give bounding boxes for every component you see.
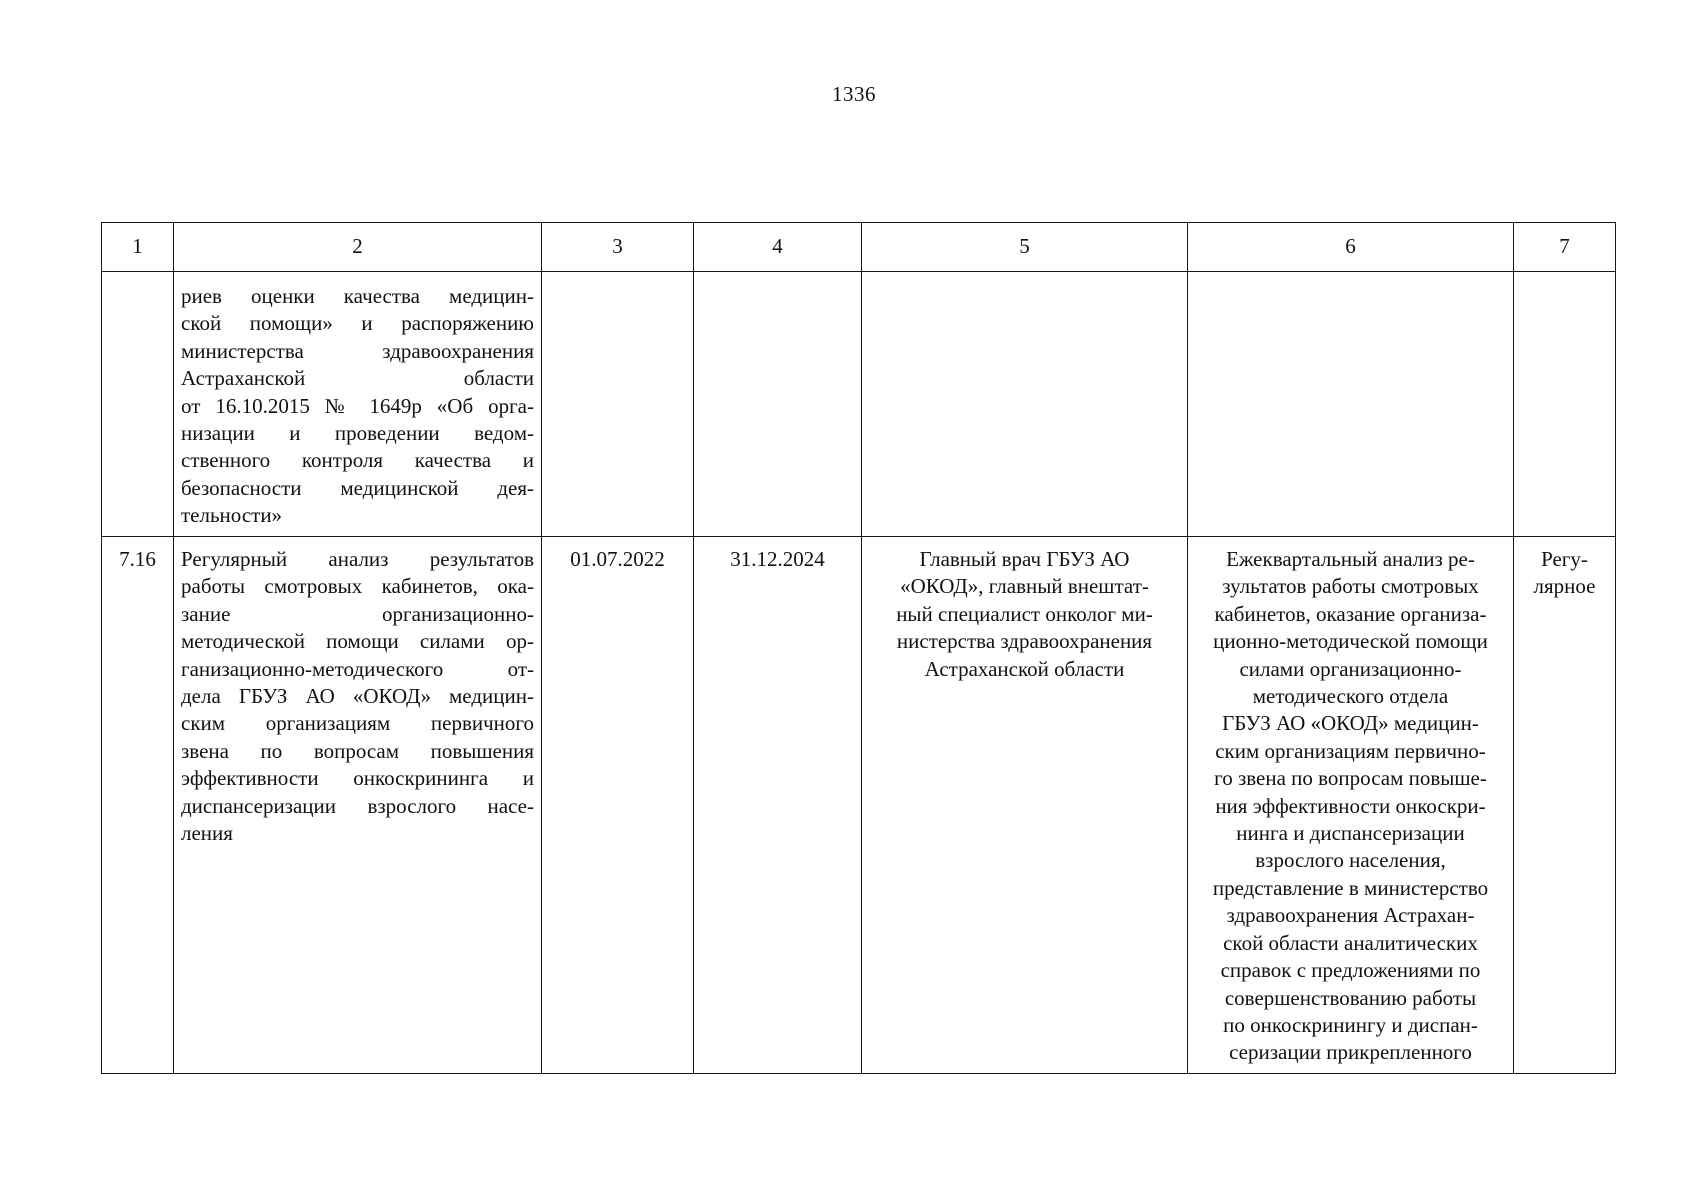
cell-frequency — [1514, 537, 1616, 1074]
activity-line: ским организациям первичного — [181, 711, 534, 736]
result-line: взрослого населения, — [1255, 848, 1446, 873]
activity-text — [174, 537, 541, 853]
cell-end-date: 31.12.2024 — [694, 537, 862, 1074]
activity-line: от 16.10.2015 № 1649р «Об орга- — [181, 393, 534, 418]
cell-responsible — [862, 272, 1188, 537]
header-col-1: 1 — [102, 223, 174, 272]
header-col-4: 4 — [694, 223, 862, 272]
plan-table — [101, 222, 1616, 1074]
result-line: ГБУЗ АО «ОКОД» медицин- — [1222, 711, 1479, 736]
activity-line: министерства здравоохранения — [181, 338, 534, 363]
result-line: здравоохранения Астрахан- — [1226, 903, 1475, 928]
result-text — [1188, 537, 1513, 1073]
cell-start-date — [542, 272, 694, 537]
header-row — [102, 223, 1616, 272]
cell-number: 7.16 — [102, 537, 174, 1074]
frequency-line: лярное — [1533, 574, 1596, 599]
activity-line: ственного контроля качества и — [181, 448, 534, 473]
cell-result — [1188, 537, 1514, 1074]
result-line: ния эффективности онкоскри- — [1215, 793, 1486, 818]
frequency-line: Регу- — [1541, 547, 1588, 571]
cell-activity — [174, 537, 542, 1074]
result-line: ской области аналитических — [1223, 930, 1478, 955]
activity-line: ской помощи» и распоряжению — [181, 311, 534, 336]
cell-activity — [174, 272, 542, 537]
header-col-5: 5 — [862, 223, 1188, 272]
header-col-7: 7 — [1514, 223, 1616, 272]
result-line: методического отдела — [1252, 684, 1449, 709]
activity-line: дела ГБУЗ АО «ОКОД» медицин- — [181, 684, 534, 709]
activity-line: эффективности онкоскрининга и — [181, 766, 534, 791]
cell-end-date — [694, 272, 862, 537]
result-line: зультатов работы смотровых — [1222, 574, 1479, 599]
header-col-6: 6 — [1188, 223, 1514, 272]
result-line: го звена по вопросам повыше- — [1214, 766, 1487, 791]
cell-start-date: 01.07.2022 — [542, 537, 694, 1074]
result-line: силами организационно- — [1239, 656, 1462, 681]
cell-number — [102, 272, 174, 537]
cell-responsible — [862, 537, 1188, 1074]
activity-line: Регулярный анализ результатов — [181, 547, 534, 571]
header-col-2: 2 — [174, 223, 542, 272]
frequency-text — [1514, 537, 1615, 607]
result-line: ционно-методической помощи — [1213, 629, 1488, 654]
responsible-line: Главный врач ГБУЗ АО — [919, 547, 1130, 571]
responsible-line: Астраханской области — [924, 656, 1125, 681]
page-number: 1336 — [832, 82, 876, 106]
result-line: Ежеквартальный анализ ре- — [1226, 547, 1475, 571]
activity-line: звена по вопросам повышения — [181, 738, 534, 763]
responsible-text — [862, 537, 1187, 689]
result-line: по онкоскринингу и диспан- — [1223, 1012, 1478, 1037]
activity-line: риев оценки качества медицин- — [181, 284, 534, 308]
result-line: серизации прикрепленного — [1229, 1040, 1472, 1065]
table-row-7-16 — [102, 537, 1616, 1074]
cell-frequency — [1514, 272, 1616, 537]
activity-line: ления — [181, 821, 233, 846]
activity-line: работы смотровых кабинетов, ока- — [181, 574, 534, 599]
header-col-3: 3 — [542, 223, 694, 272]
activity-line: тельности» — [181, 503, 283, 528]
result-line: представление в министерство — [1212, 875, 1489, 900]
result-line: нинга и диспансеризации — [1236, 821, 1465, 846]
result-line: ским организациям первично- — [1215, 738, 1486, 763]
activity-line: Астраханской области — [181, 366, 534, 391]
result-line: совершенствованию работы — [1224, 985, 1477, 1010]
activity-line: зание организационно- — [181, 601, 534, 626]
responsible-line: «ОКОД», главный внештат- — [900, 574, 1149, 599]
activity-line: методической помощи силами ор- — [181, 629, 534, 654]
cell-result — [1188, 272, 1514, 537]
activity-line: диспансеризации взрослого насе- — [181, 793, 534, 818]
activity-text — [174, 272, 541, 536]
activity-line: низации и проведении ведом- — [181, 421, 534, 446]
result-line: справок с предложениями по — [1220, 958, 1481, 983]
table-row-continuation — [102, 272, 1616, 537]
responsible-line: нистерства здравоохранения — [896, 629, 1153, 654]
responsible-line: ный специалист онколог ми- — [896, 601, 1153, 626]
activity-line: безопасности медицинской дея- — [181, 475, 534, 500]
activity-line: ганизационно-методического от- — [181, 656, 534, 681]
result-line: кабинетов, оказание организа- — [1214, 601, 1487, 626]
